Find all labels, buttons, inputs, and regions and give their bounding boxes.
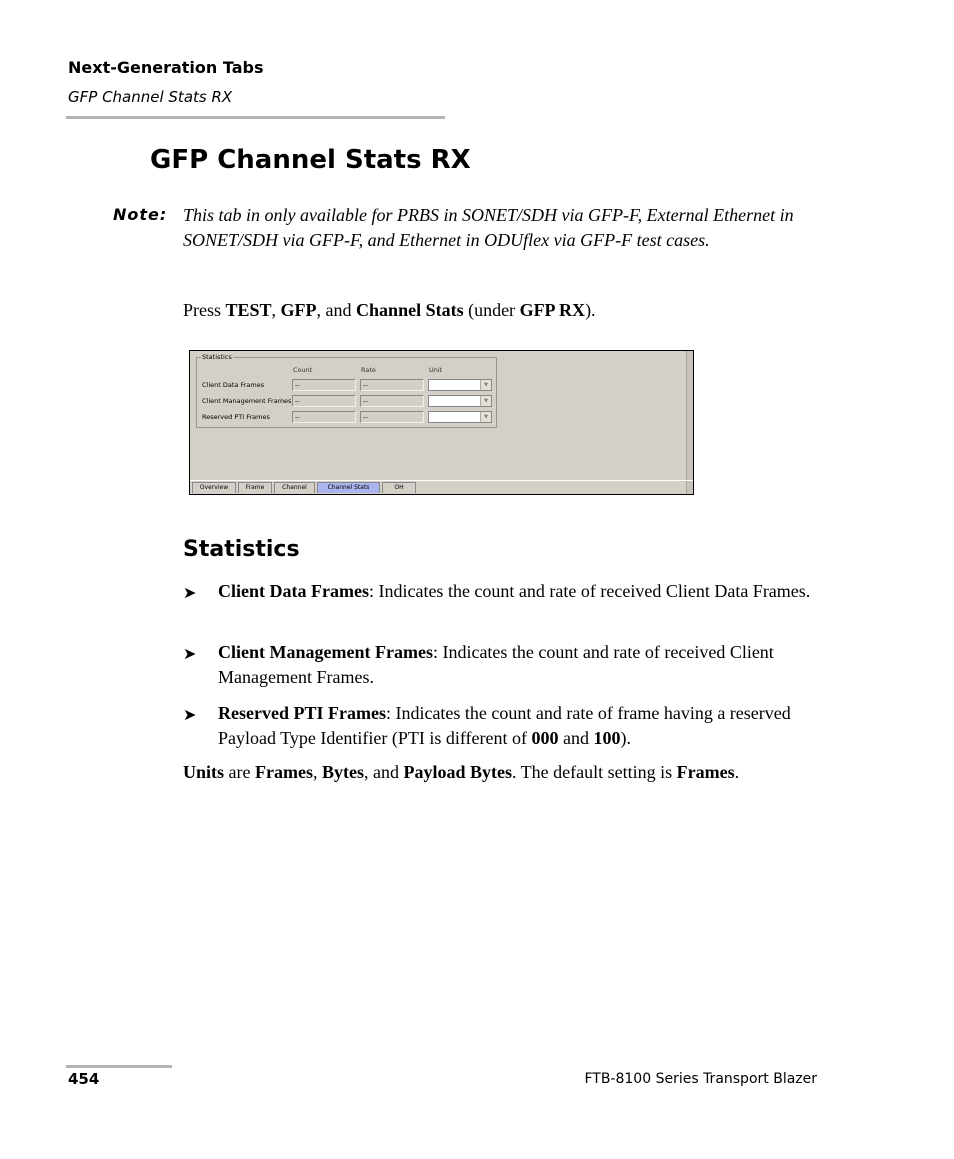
units-paragraph: Units are Frames, Bytes, and Payload Bytes. The default setting is Frames.: [183, 762, 740, 782]
tab-channel-stats[interactable]: Channel Stats: [317, 482, 380, 493]
note-text: This tab in only available for PRBS in SONET/SDH via GFP-F, External Ethernet in SONET/SDH via GFP-F, and Ethernet in ODUflex via GFP-F test cases.: [183, 205, 794, 250]
row-label-client-management: Client Management Frames: [202, 397, 292, 405]
client-data-count-field: --: [292, 379, 356, 391]
chevron-down-icon: ▼: [480, 396, 491, 406]
statistics-group-title: Statistics: [202, 353, 232, 361]
tab-frame[interactable]: Frame: [238, 482, 272, 493]
chevron-down-icon: ▼: [480, 380, 491, 390]
row-label-reserved-pti: Reserved PTI Frames: [202, 413, 270, 421]
row-label-client-data: Client Data Frames: [202, 381, 265, 389]
tab-overview[interactable]: Overview: [192, 482, 236, 493]
list-item: Client Data Frames: Indicates the count and rate of received Client Data Frames.: [218, 581, 811, 601]
footer-rule: [66, 1065, 172, 1068]
product-name: FTB-8100 Series Transport Blazer: [584, 1071, 817, 1087]
running-header-subsection: GFP Channel Stats RX: [68, 88, 233, 106]
client-management-count-field: --: [292, 395, 356, 407]
bullet-arrow-icon: ➤: [183, 707, 197, 724]
reserved-pti-rate-field: --: [360, 411, 424, 423]
bullet-arrow-icon: ➤: [183, 585, 197, 602]
list-item: Reserved PTI Frames: Indicates the count and rate of frame having a reserved Payload Type Identifier (PTI is different of 000 and 100).: [218, 703, 791, 748]
page-number: 454: [68, 1070, 100, 1088]
list-item: Client Management Frames: Indicates the count and rate of received Client Management Frames.: [218, 642, 774, 687]
client-management-rate-field: --: [360, 395, 424, 407]
chevron-down-icon: ▼: [480, 412, 491, 422]
client-management-unit-select[interactable]: [428, 395, 492, 407]
bullet-arrow-icon: ➤: [183, 646, 197, 663]
header-rule: [66, 116, 445, 119]
scrollbar[interactable]: [686, 351, 693, 494]
statistics-group: [196, 353, 497, 428]
column-header-rate: Rate: [361, 366, 376, 374]
client-data-unit-select[interactable]: [428, 379, 492, 391]
press-instruction: Press TEST, GFP, and Channel Stats (under GFP RX).: [183, 300, 596, 320]
page-title: GFP Channel Stats RX: [150, 145, 471, 175]
tab-oh[interactable]: OH: [382, 482, 416, 493]
note-label: Note:: [113, 205, 168, 224]
running-header-section: Next-Generation Tabs: [68, 58, 264, 77]
tab-bar: [190, 480, 693, 494]
reserved-pti-unit-select[interactable]: [428, 411, 492, 423]
client-data-rate-field: --: [360, 379, 424, 391]
reserved-pti-count-field: --: [292, 411, 356, 423]
column-header-count: Count: [293, 366, 313, 374]
channel-stats-screenshot: [189, 350, 694, 495]
statistics-heading: Statistics: [183, 537, 300, 562]
column-header-unit: Unit: [429, 366, 443, 374]
tab-channel[interactable]: Channel: [274, 482, 315, 493]
